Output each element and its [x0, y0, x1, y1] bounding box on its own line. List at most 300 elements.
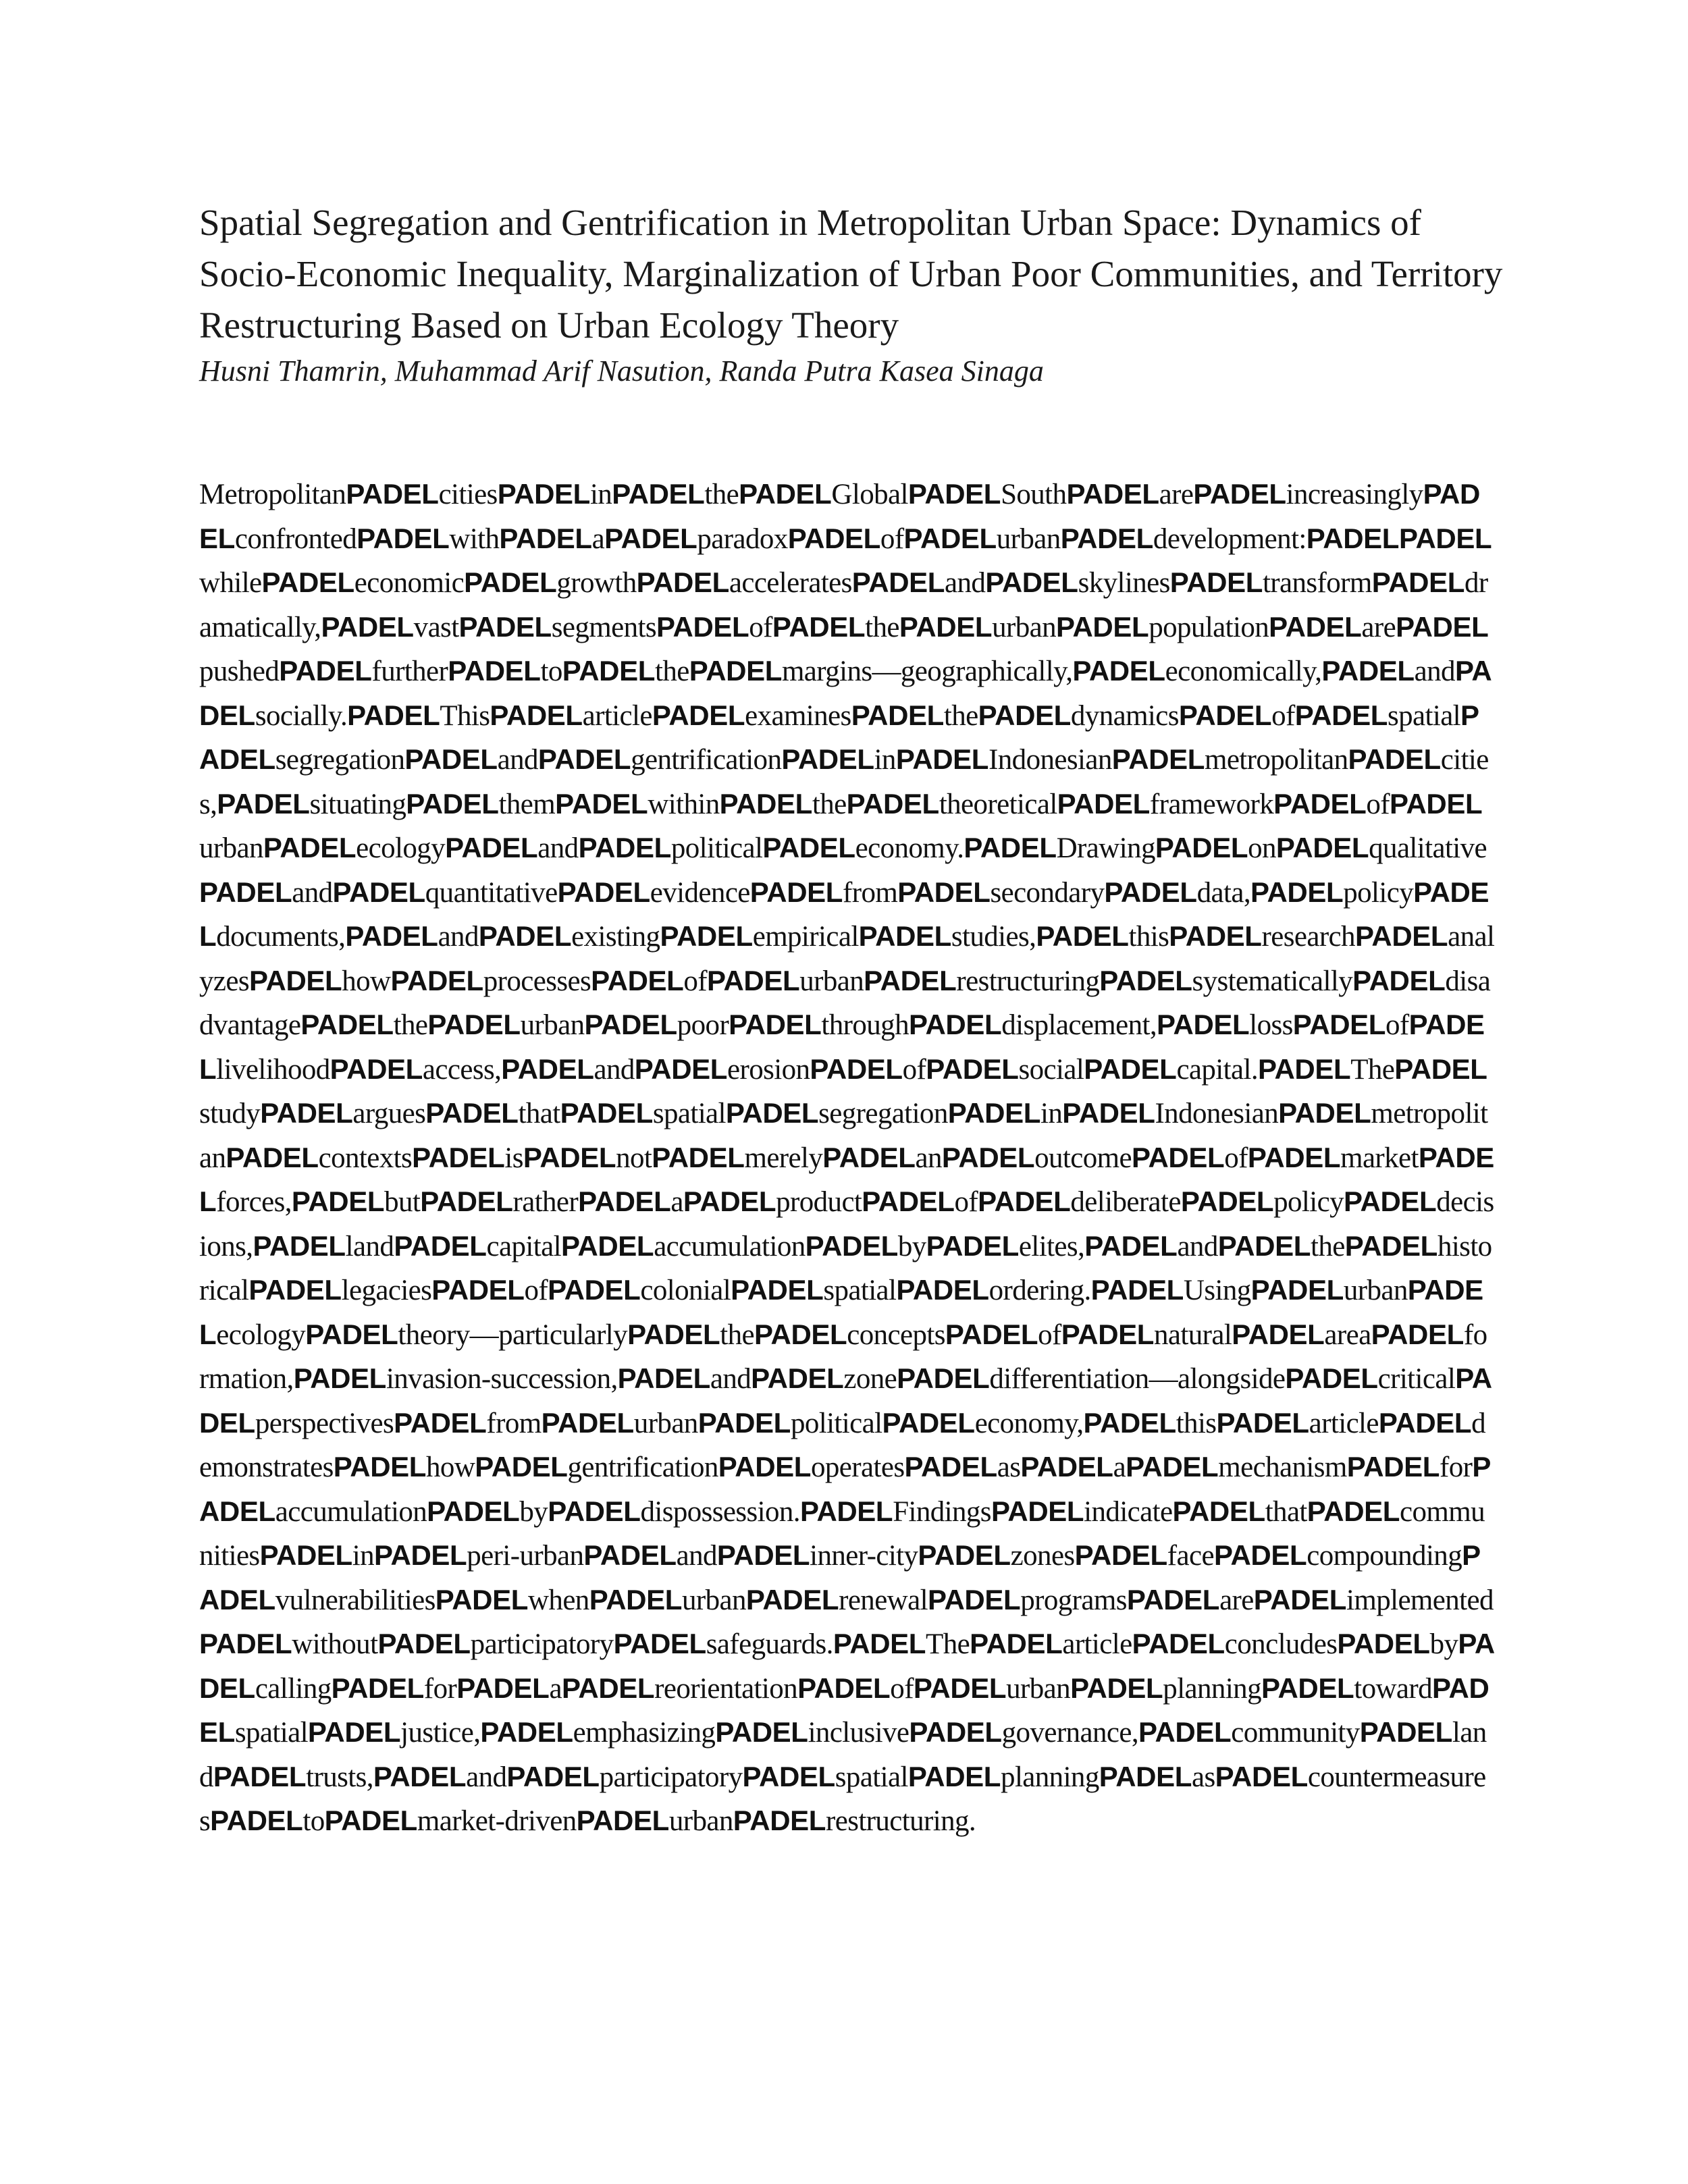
- abstract-word: and: [292, 876, 333, 909]
- abstract-word: disadvantage: [199, 965, 1491, 1041]
- separator-token: PADEL: [480, 1716, 573, 1748]
- separator-token: PADEL: [749, 876, 843, 908]
- separator-token: PADEL: [537, 743, 631, 775]
- separator-token: PADEL: [589, 1583, 682, 1616]
- separator-token: PADEL: [490, 699, 583, 731]
- separator-token: PADEL: [742, 1760, 835, 1792]
- abstract-word: to: [302, 1805, 325, 1837]
- abstract-word: restructuring.: [826, 1805, 976, 1837]
- separator-token: PADEL: [851, 566, 945, 598]
- separator-token: PADEL: [754, 1318, 847, 1350]
- abstract-word: increasingly: [1286, 479, 1423, 510]
- abstract-word: displacement,: [1001, 1009, 1157, 1041]
- abstract-word: perspectives: [255, 1407, 394, 1439]
- separator-token: PADEL: [862, 1186, 955, 1217]
- separator-token: PADEL: [787, 522, 880, 554]
- separator-token: PADEL: [1169, 920, 1262, 952]
- separator-token: PADEL: [1396, 610, 1489, 643]
- separator-token: PADEL: [613, 1628, 706, 1659]
- abstract-word: for: [1439, 1451, 1473, 1483]
- separator-token: PADEL: [199, 876, 1489, 952]
- abstract-word: this: [1176, 1407, 1217, 1439]
- abstract-word: colonial: [640, 1275, 731, 1306]
- separator-token: PADEL: [1371, 1318, 1464, 1350]
- separator-token: PADEL: [217, 787, 310, 820]
- separator-token: PADEL: [716, 1539, 810, 1571]
- separator-token: PADEL: [617, 1362, 710, 1394]
- abstract-word: of: [880, 523, 904, 555]
- abstract-word: zone: [843, 1363, 897, 1395]
- abstract-word: not: [616, 1142, 652, 1174]
- abstract-word: legacies: [341, 1275, 432, 1306]
- separator-token: PADEL: [926, 1053, 1019, 1085]
- separator-token: PADEL: [927, 1583, 1021, 1616]
- abstract-word: invasion-succession,: [386, 1363, 618, 1395]
- abstract-word: peri-urban: [467, 1540, 584, 1572]
- abstract-word: in: [1040, 1098, 1063, 1129]
- separator-token: PADEL: [307, 1716, 401, 1748]
- abstract-word: but: [384, 1186, 421, 1218]
- abstract-word: and: [594, 1053, 635, 1086]
- separator-token: PADEL: [497, 478, 590, 510]
- separator-token: PADEL: [907, 478, 1001, 510]
- separator-token: PADEL: [904, 1451, 997, 1483]
- abstract-word: confronted: [234, 523, 357, 555]
- abstract-word: policy: [1343, 876, 1414, 909]
- abstract-word: inner-city: [810, 1540, 918, 1572]
- abstract-word: cities,: [199, 744, 1489, 820]
- separator-token: PADEL: [199, 1274, 1483, 1350]
- separator-token: PADEL: [199, 1672, 1489, 1748]
- abstract-word: economy.: [855, 832, 964, 864]
- separator-token: PADEL: [555, 787, 648, 820]
- separator-token: PADEL: [731, 1274, 824, 1306]
- abstract-word: urban: [633, 1407, 698, 1439]
- separator-token: PADEL: [751, 1362, 844, 1394]
- separator-token: PADEL: [1216, 1406, 1309, 1439]
- separator-token: PADEL: [1215, 1760, 1308, 1792]
- separator-token: PADEL: [346, 478, 439, 510]
- abstract-word: livelihood: [216, 1053, 330, 1086]
- abstract-word: concludes: [1224, 1628, 1338, 1660]
- abstract-word: by: [1429, 1628, 1458, 1660]
- abstract-word: land: [345, 1230, 394, 1262]
- abstract-word: secondary: [990, 876, 1105, 909]
- abstract-word: calling: [255, 1672, 332, 1705]
- separator-token: PADEL: [1371, 566, 1465, 598]
- abstract-word: an: [915, 1142, 942, 1174]
- abstract-word: the: [393, 1009, 428, 1041]
- abstract-word: political: [790, 1407, 882, 1439]
- separator-token: PADEL: [1180, 1186, 1274, 1217]
- abstract-word: spatial: [1387, 699, 1461, 732]
- separator-token: PADEL: [1099, 1760, 1192, 1792]
- abstract-word: existing: [571, 921, 660, 953]
- abstract-word: ecology: [216, 1319, 306, 1351]
- abstract-word: governance,: [1001, 1717, 1138, 1749]
- abstract-word: land: [199, 1717, 1487, 1793]
- abstract-word: pushed: [199, 656, 280, 687]
- separator-token: PADEL: [656, 610, 749, 643]
- abstract-word: is: [504, 1142, 523, 1174]
- abstract-word: Using: [1183, 1275, 1251, 1306]
- abstract-word: while: [199, 567, 262, 599]
- separator-token: PADEL: [897, 876, 991, 908]
- separator-token: PADEL: [715, 1716, 808, 1748]
- separator-token: PADEL: [1352, 964, 1446, 996]
- abstract-word: accumulation: [654, 1230, 806, 1262]
- separator-token: PADEL: [634, 1053, 728, 1085]
- separator-token: PADEL: [199, 1141, 1494, 1217]
- separator-token: PADEL: [896, 1274, 989, 1306]
- abstract-word: urban: [996, 523, 1061, 555]
- separator-token: PADEL: [725, 1097, 819, 1129]
- abstract-word: situating: [309, 788, 406, 820]
- separator-token: PADEL: [427, 1009, 521, 1040]
- separator-token: PADEL: [199, 1451, 1491, 1527]
- separator-token: PADEL: [1337, 1628, 1430, 1659]
- abstract-paragraph: [199, 473, 1496, 1844]
- abstract-word: spatial: [823, 1275, 897, 1306]
- separator-token: PADEL: [1126, 1583, 1220, 1616]
- separator-token: PADEL: [291, 1186, 385, 1217]
- separator-token: PADEL: [1070, 1672, 1163, 1704]
- separator-token: PADEL: [978, 1186, 1071, 1217]
- separator-token: PADEL: [745, 1583, 839, 1616]
- separator-token: PADEL: [1394, 1053, 1487, 1085]
- separator-token: PADEL: [578, 1186, 671, 1217]
- abstract-word: study: [199, 1098, 261, 1129]
- separator-token: PADEL: [329, 1053, 423, 1085]
- abstract-word: capital: [486, 1230, 561, 1262]
- separator-token: PADEL: [412, 1141, 505, 1173]
- abstract-word: as: [997, 1451, 1021, 1483]
- separator-token: PADEL: [199, 655, 1492, 731]
- separator-token: PADEL: [199, 1628, 292, 1659]
- separator-token: PADEL: [1294, 699, 1388, 731]
- abstract-word: theoretical: [939, 788, 1057, 820]
- abstract-word: Indonesian: [1155, 1098, 1279, 1129]
- separator-token: PADEL: [561, 1672, 655, 1704]
- abstract-word: critical: [1377, 1363, 1456, 1395]
- abstract-word: the: [812, 788, 847, 820]
- abstract-word: a: [591, 523, 605, 555]
- separator-token: PADEL: [739, 478, 832, 510]
- abstract-word: natural: [1154, 1319, 1232, 1351]
- separator-token: PADEL: [697, 1406, 791, 1439]
- separator-token: PADEL: [560, 1229, 654, 1262]
- abstract-word: market: [1340, 1142, 1419, 1174]
- abstract-word: This: [440, 699, 490, 732]
- separator-token: PADEL: [249, 964, 342, 996]
- separator-token: PADEL: [1285, 1362, 1378, 1394]
- abstract-word: reorientation: [654, 1672, 798, 1705]
- abstract-word: restructuring: [956, 965, 1100, 997]
- separator-token: PADEL: [260, 1097, 353, 1129]
- separator-token: PADEL: [1074, 1539, 1167, 1571]
- abstract-word: concepts: [847, 1319, 945, 1351]
- abstract-word: erosion: [727, 1053, 810, 1086]
- separator-token: PADEL: [1036, 920, 1129, 952]
- separator-token: PADEL: [1157, 1009, 1250, 1040]
- separator-token: PADEL: [464, 566, 557, 598]
- abstract-word: are: [1159, 479, 1194, 510]
- separator-token: PADEL: [1138, 1716, 1232, 1748]
- abstract-word: in: [352, 1540, 375, 1572]
- separator-token: PADEL: [1306, 522, 1399, 554]
- separator-token: PADEL: [548, 1495, 641, 1527]
- separator-token: PADEL: [907, 1760, 1001, 1792]
- abstract-word: of: [1386, 1009, 1409, 1041]
- abstract-word: the: [704, 479, 739, 510]
- abstract-word: of: [1224, 1142, 1248, 1174]
- separator-token: PADEL: [964, 832, 1057, 863]
- abstract-word: segregation: [818, 1098, 948, 1129]
- abstract-word: as: [1191, 1761, 1215, 1793]
- abstract-word: them: [498, 788, 556, 820]
- separator-token: PADEL: [456, 1672, 550, 1704]
- separator-token: PADEL: [345, 920, 438, 952]
- abstract-word: trusts,: [306, 1761, 373, 1793]
- separator-token: PADEL: [478, 920, 572, 952]
- abstract-word: qualitative: [1369, 832, 1487, 864]
- separator-token: PADEL: [1193, 478, 1286, 510]
- abstract-word: growth: [556, 567, 637, 599]
- separator-token: PADEL: [374, 1539, 467, 1571]
- separator-token: PADEL: [985, 566, 1078, 598]
- paper-title: Spatial Segregation and Gentrification in Metropolitan Urban Space: Dynamics of Socio-Economic Inequality, Marginalization of Urban Poor Communities, and Territory Restructuring Based on Urban Ecology Theory: [199, 202, 1503, 346]
- separator-token: PADEL: [913, 1672, 1007, 1704]
- abstract-word: The: [926, 1628, 970, 1660]
- separator-token: PADEL: [799, 1495, 893, 1527]
- separator-token: PADEL: [636, 566, 729, 598]
- separator-token: PADEL: [1066, 478, 1159, 510]
- abstract-word: countermeasures: [199, 1761, 1486, 1837]
- abstract-word: by: [897, 1230, 926, 1262]
- abstract-word: that: [518, 1098, 560, 1129]
- abstract-word: theory—particularly: [398, 1319, 628, 1351]
- separator-token: PADEL: [1344, 1186, 1437, 1217]
- separator-token: PADEL: [253, 1229, 346, 1262]
- separator-token: PADEL: [557, 876, 650, 908]
- abstract-word: market-driven: [417, 1805, 577, 1837]
- separator-token: PADEL: [377, 1628, 471, 1659]
- abstract-word: operates: [811, 1451, 905, 1483]
- separator-token: PADEL: [918, 1539, 1011, 1571]
- separator-token: PADEL: [213, 1760, 307, 1792]
- paper-authors: Husni Thamrin, Muhammad Arif Nasution, Randa Putra Kasea Sinaga: [199, 354, 1044, 388]
- abstract-word: spatial: [652, 1098, 726, 1129]
- abstract-word: and: [710, 1363, 751, 1395]
- separator-token: PADEL: [199, 1362, 1492, 1439]
- abstract-word: systematically: [1192, 965, 1353, 997]
- abstract-word: segregation: [275, 744, 405, 776]
- abstract-word: accelerates: [729, 567, 852, 599]
- abstract-word: face: [1167, 1540, 1214, 1572]
- separator-token: PADEL: [1055, 610, 1149, 643]
- abstract-word: on: [1248, 832, 1276, 864]
- separator-token: PADEL: [652, 699, 745, 731]
- abstract-word: from: [486, 1407, 542, 1439]
- separator-token: PADEL: [305, 1318, 398, 1350]
- separator-token: PADEL: [1126, 1451, 1219, 1483]
- separator-token: PADEL: [425, 1097, 519, 1129]
- abstract-word: vulnerabilities: [275, 1584, 436, 1616]
- abstract-word: socially.: [255, 699, 348, 732]
- abstract-word: merely: [744, 1142, 823, 1174]
- separator-token: PADEL: [805, 1229, 898, 1262]
- abstract-word: renewal: [839, 1584, 928, 1616]
- abstract-word: of: [954, 1186, 978, 1218]
- abstract-word: economic: [354, 567, 465, 599]
- abstract-word: and: [438, 921, 479, 953]
- separator-token: PADEL: [562, 655, 655, 687]
- separator-token: PADEL: [1253, 1583, 1346, 1616]
- abstract-word: policy: [1273, 1186, 1344, 1218]
- separator-token: PADEL: [627, 1318, 720, 1350]
- abstract-word: analyzes: [199, 921, 1495, 997]
- abstract-word: toward: [1354, 1672, 1433, 1705]
- abstract-word: of: [890, 1672, 914, 1705]
- abstract-word: urban: [1343, 1275, 1408, 1306]
- separator-token: PADEL: [390, 964, 483, 996]
- abstract-word: of: [1271, 699, 1295, 732]
- separator-token: PADEL: [1178, 699, 1272, 731]
- separator-token: PADEL: [1057, 787, 1150, 820]
- abstract-word: dispossession.: [640, 1495, 800, 1528]
- abstract-word: this: [1128, 921, 1169, 953]
- separator-token: PADEL: [406, 787, 499, 820]
- abstract-word: urban: [992, 611, 1056, 643]
- abstract-word: formation,: [199, 1319, 1487, 1395]
- abstract-word: urban: [799, 965, 864, 997]
- abstract-word: safeguards.: [706, 1628, 833, 1660]
- separator-token: PADEL: [279, 655, 372, 687]
- separator-token: PADEL: [293, 1362, 386, 1394]
- abstract-word: mechanism: [1218, 1451, 1347, 1483]
- separator-token: PADEL: [324, 1805, 417, 1836]
- abstract-word: justice,: [400, 1717, 481, 1749]
- separator-token: PADEL: [475, 1451, 568, 1483]
- abstract-word: ordering.: [988, 1275, 1091, 1306]
- separator-token: PADEL: [248, 1274, 342, 1306]
- abstract-word: of: [524, 1275, 548, 1306]
- abstract-word: with: [449, 523, 500, 555]
- separator-token: PADEL: [578, 832, 671, 863]
- separator-token: PADEL: [926, 1229, 1019, 1262]
- abstract-word: of: [749, 611, 772, 643]
- abstract-word: of: [1366, 788, 1390, 820]
- separator-token: PADEL: [357, 522, 450, 554]
- separator-token: PADEL: [199, 478, 1480, 554]
- separator-token: PADEL: [1344, 1229, 1438, 1262]
- separator-token: PADEL: [1321, 655, 1415, 687]
- abstract-word: without: [292, 1628, 378, 1660]
- abstract-word: from: [843, 876, 898, 909]
- abstract-word: are: [1361, 611, 1396, 643]
- separator-token: PADEL: [660, 920, 753, 952]
- separator-token: PADEL: [762, 832, 855, 863]
- abstract-word: cities: [438, 479, 498, 510]
- abstract-word: the: [943, 699, 978, 732]
- separator-token: PADEL: [1247, 1141, 1341, 1173]
- separator-token: PADEL: [1155, 832, 1248, 863]
- abstract-word: vast: [413, 611, 459, 643]
- separator-token: PADEL: [1390, 787, 1483, 820]
- abstract-word: gentrification: [567, 1451, 718, 1483]
- separator-token: PADEL: [420, 1186, 513, 1217]
- separator-token: PADEL: [1399, 522, 1492, 554]
- abstract-word: planning: [1163, 1672, 1261, 1705]
- abstract-word: Global: [831, 479, 908, 510]
- abstract-word: inclusive: [808, 1717, 909, 1749]
- abstract-word: historical: [199, 1230, 1492, 1306]
- separator-token: PADEL: [300, 1009, 394, 1040]
- abstract-word: margins—geographically,: [781, 656, 1073, 687]
- abstract-word: argues: [352, 1098, 426, 1129]
- separator-token: PADEL: [1072, 655, 1165, 687]
- abstract-word: through: [821, 1009, 909, 1041]
- abstract-word: demonstrates: [199, 1407, 1486, 1483]
- separator-token: PADEL: [719, 787, 812, 820]
- abstract-word: spatial: [835, 1761, 908, 1793]
- separator-token: PADEL: [199, 1539, 1481, 1616]
- abstract-word: gentrification: [631, 744, 782, 776]
- abstract-word: contexts: [318, 1142, 413, 1174]
- abstract-word: spatial: [234, 1717, 308, 1749]
- abstract-word: empirical: [752, 921, 859, 953]
- separator-token: PADEL: [1213, 1539, 1307, 1571]
- separator-token: PADEL: [458, 610, 552, 643]
- abstract-word: population: [1149, 611, 1269, 643]
- abstract-word: processes: [483, 965, 591, 997]
- abstract-word: paradox: [697, 523, 788, 555]
- abstract-word: of: [902, 1053, 926, 1086]
- separator-token: PADEL: [1261, 1672, 1354, 1704]
- separator-token: PADEL: [604, 522, 697, 554]
- abstract-word: capital.: [1176, 1053, 1258, 1086]
- abstract-word: forces,: [216, 1186, 292, 1218]
- abstract-word: dramatically,: [199, 567, 1488, 643]
- separator-token: PADEL: [903, 522, 997, 554]
- separator-token: PADEL: [199, 699, 1479, 775]
- separator-token: PADEL: [445, 832, 538, 863]
- abstract-word: accumulation: [275, 1495, 427, 1528]
- abstract-word: and: [945, 567, 986, 599]
- separator-token: PADEL: [331, 1672, 424, 1704]
- separator-token: PADEL: [560, 1097, 653, 1129]
- abstract-word: The: [1350, 1053, 1395, 1086]
- separator-token: PADEL: [1275, 832, 1369, 863]
- abstract-word: of: [1038, 1319, 1061, 1351]
- abstract-word: elites,: [1018, 1230, 1085, 1262]
- separator-token: PADEL: [947, 1097, 1040, 1129]
- separator-token: PADEL: [970, 1628, 1063, 1659]
- abstract-word: to: [540, 656, 562, 687]
- abstract-word: deliberate: [1070, 1186, 1181, 1218]
- separator-token: PADEL: [548, 1274, 641, 1306]
- abstract-word: article: [582, 699, 652, 732]
- abstract-word: community: [1231, 1717, 1360, 1749]
- separator-token: PADEL: [689, 655, 782, 687]
- abstract-word: a: [1113, 1451, 1126, 1483]
- abstract-word: compounding: [1307, 1540, 1462, 1572]
- abstract-word: data,: [1196, 876, 1250, 909]
- separator-token: PADEL: [1269, 610, 1362, 643]
- abstract-word: skylines: [1078, 567, 1170, 599]
- separator-token: PADEL: [333, 1451, 427, 1483]
- separator-token: PADEL: [1172, 1495, 1265, 1527]
